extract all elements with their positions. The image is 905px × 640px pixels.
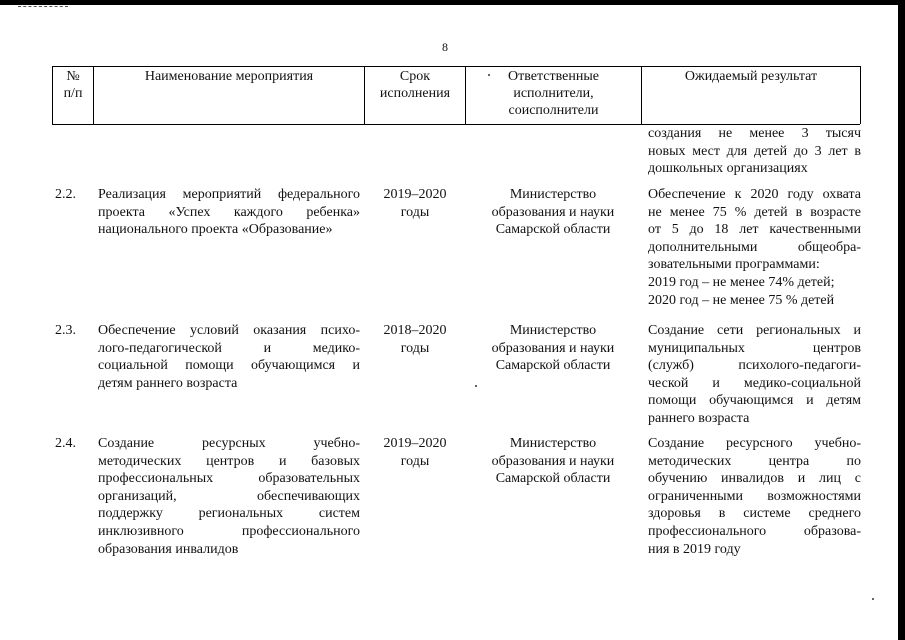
header-col-responsible-line: Ответственные [508, 69, 599, 84]
name-line: образования инвалидов [98, 541, 239, 557]
name-line: проекта «Успех каждого ребенка» [98, 204, 360, 220]
header-col-responsible-line: соисполнители [508, 103, 599, 118]
term-line: годы [400, 204, 430, 220]
result-line: дошкольных организациях [648, 161, 808, 177]
result-line: новых мест для детей до 3 лет в [648, 143, 861, 159]
header-col-result [642, 68, 860, 126]
header-col-number-line: п/п [63, 86, 83, 101]
row-number: 2.2. [55, 187, 76, 202]
page-number: 8 [442, 40, 448, 54]
result-line: создания не менее 3 тысяч [648, 126, 861, 141]
result-line: не менее 75 % детей в возрасте [648, 204, 861, 220]
row-result [648, 186, 861, 309]
row-result [648, 322, 861, 428]
responsible-line: Самарской области [495, 358, 611, 374]
name-line: поддержку региональных систем [98, 506, 360, 522]
row-name [98, 322, 360, 392]
term-line: годы [400, 453, 430, 469]
header-col-number-line: № [66, 69, 80, 84]
term-line: 2019–2020 [383, 436, 447, 451]
name-line: методических центров и базовых [98, 453, 360, 469]
name-line: лого-педагогической и медико- [98, 340, 360, 356]
row-term [370, 322, 460, 357]
scan-artifact-dash [18, 6, 68, 8]
result-line: ограниченными возможностями [648, 488, 861, 504]
table-top-rule [52, 66, 860, 67]
responsible-line: образования и науки [491, 453, 615, 469]
term-line: 2019–2020 [383, 187, 447, 202]
header-col-term [365, 68, 465, 126]
header-col-term-line: Срок [399, 69, 431, 84]
row-result [648, 435, 861, 558]
header-col-name-line: Наименование мероприятия [144, 69, 314, 84]
scan-speck [488, 74, 490, 76]
result-line: ческой и медико-социальной [648, 375, 861, 391]
row-term [370, 186, 460, 221]
result-line: муниципальных центров [648, 340, 861, 356]
result-line: обучению инвалидов и лиц с [648, 471, 861, 487]
row-responsible [470, 186, 636, 239]
term-line: 2018–2020 [383, 323, 447, 338]
result-line: 2020 год – не менее 75 % детей [648, 292, 835, 308]
row-term [370, 435, 460, 470]
responsible-line: образования и науки [491, 204, 615, 220]
header-col-result-line: Ожидаемый результат [684, 69, 818, 84]
result-line: помощи обучающимся и детям [648, 393, 861, 409]
row-name [98, 186, 360, 239]
name-line: национального проекта «Образование» [98, 222, 333, 238]
result-line: зовательными программами: [648, 257, 820, 273]
row-number: 2.4. [55, 436, 76, 451]
result-line: от 5 до 18 лет качественными [648, 222, 861, 238]
result-line: методических центра по [648, 453, 861, 469]
name-line: Обеспечение условий оказания психо- [98, 323, 360, 338]
result-line: раннего возраста [648, 410, 750, 426]
continuation-result [648, 125, 861, 178]
term-line: годы [400, 340, 430, 356]
header-col-responsible [466, 68, 641, 126]
responsible-line: Министерство [509, 323, 597, 338]
result-line: 2019 год – не менее 74% детей; [648, 274, 835, 290]
result-line: Создание сети региональных и [648, 323, 861, 338]
result-line: (служб) психолого-педагоги- [648, 358, 861, 374]
header-col-name [94, 68, 364, 126]
name-line: инклюзивного профессионального [98, 523, 360, 539]
header-col-number [53, 68, 93, 126]
responsible-line: Министерство [509, 187, 597, 202]
row-name [98, 435, 360, 558]
header-col-responsible-line: исполнители, [513, 86, 594, 101]
responsible-line: Самарской области [495, 222, 611, 238]
row-responsible [470, 322, 636, 375]
row-number: 2.3. [55, 323, 76, 338]
name-line: социальной помощи обучающимся и [98, 358, 360, 374]
result-line: здоровья в системе среднего [648, 506, 861, 522]
scan-right-border [898, 0, 905, 640]
responsible-line: Министерство [509, 436, 597, 451]
table-right-rule [860, 66, 861, 124]
result-line: Создание ресурсного учебно- [648, 436, 861, 451]
responsible-line: Самарской области [495, 471, 611, 487]
scan-top-border [0, 0, 905, 5]
result-line: профессионального образова- [648, 523, 861, 539]
responsible-line: образования и науки [491, 340, 615, 356]
name-line: детям раннего возраста [98, 375, 238, 391]
name-line: Реализация мероприятий федерального [98, 187, 360, 202]
row-responsible [470, 435, 636, 488]
result-line: Обеспечение к 2020 году охвата [648, 187, 861, 202]
name-line: профессиональных образовательных [98, 471, 360, 487]
scan-speck [475, 385, 477, 387]
result-line: ния в 2019 году [648, 541, 741, 557]
scan-speck [872, 598, 874, 600]
result-line: дополнительными общеобра- [648, 239, 861, 255]
name-line: организаций, обеспечивающих [98, 488, 360, 504]
header-col-term-line: исполнения [379, 86, 451, 101]
name-line: Создание ресурсных учебно- [98, 436, 360, 451]
